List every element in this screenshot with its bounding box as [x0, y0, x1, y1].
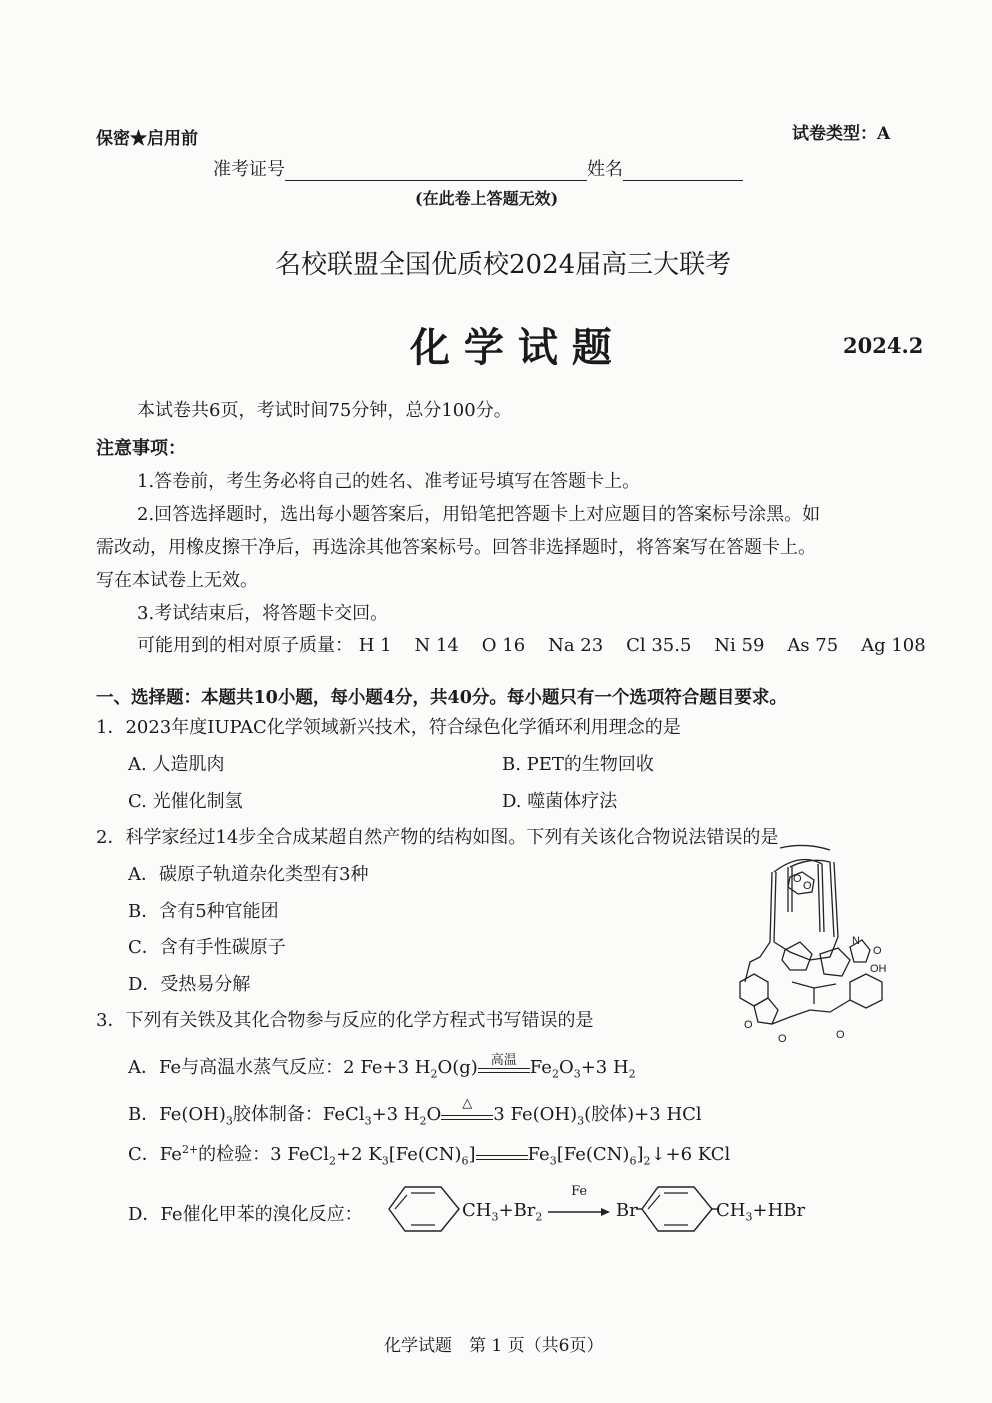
equals-sign-icon [478, 1052, 530, 1073]
notice-item-2-end: 写在本试卷上无效。 [96, 570, 258, 591]
q3-b-label: B．Fe(OH) [128, 1104, 226, 1125]
q3-d-product-methyl: CH [716, 1200, 746, 1221]
notice-item-3: 3.考试结束后，将答题卡交回。 [137, 603, 389, 624]
name-field[interactable] [623, 164, 743, 181]
exam-date: 2024.2 [843, 333, 924, 358]
struct-label-o2: O [803, 880, 812, 892]
q3-c-label: C．Fe [128, 1144, 182, 1165]
question-2-stem: 2．科学家经过14步全合成某超自然产物的结构如图。下列有关该化合物说法错误的是 [96, 827, 779, 848]
q3-d-product-text: $CH_3+HBr$ [716, 1200, 806, 1224]
atomic-mass-label: 可能用到的相对原子质量： [137, 635, 353, 656]
q3-b-condition: △ [462, 1095, 473, 1111]
q1-option-b[interactable]: B. PET的生物回收 [502, 754, 654, 775]
q1-option-c[interactable]: C. 光催化制氢 [128, 791, 243, 812]
q3-d-condition: Fe [571, 1183, 588, 1199]
exam-id-field[interactable] [285, 164, 587, 181]
name-label: 姓名 [587, 159, 623, 180]
exam-id-label: 准考证号 [213, 159, 285, 180]
q3-a-reactants: 2 Fe+3 H [343, 1057, 431, 1078]
struct-label-n: N [852, 935, 860, 947]
exam-id-row [213, 155, 743, 181]
notice-item-2-cont: 需改动，用橡皮擦干净后，再选涂其他答案标号。回答非选择题时，将答案写在答题卡上。 [96, 537, 816, 558]
page-footer: 化学试题 第 1 页（共6页） [384, 1336, 604, 1356]
notice-heading: 注意事项： [96, 438, 186, 459]
atomic-mass-item: Cl 35.5 [626, 635, 692, 656]
q3-a-label: A．Fe与高温水蒸气反应： [128, 1057, 344, 1078]
invalid-note: (在此卷上答题无效) [415, 189, 559, 208]
q1-option-d[interactable]: D. 噬菌体疗法 [502, 791, 618, 812]
q2-option-a[interactable]: A．碳原子轨道杂化类型有3种 [128, 864, 369, 885]
q3-a-condition: 高温 [490, 1052, 517, 1068]
atomic-mass-item: O 16 [481, 635, 526, 656]
q1-option-a[interactable]: A. 人造肌肉 [128, 754, 225, 775]
atomic-mass-item: Ni 59 [714, 635, 765, 656]
struct-label-o1: O [793, 873, 802, 885]
struct-label-o3: O [873, 945, 882, 957]
benzene-ring-icon [636, 1183, 718, 1235]
atomic-mass-item: H 1 [358, 635, 392, 656]
atomic-mass-item: Ag 108 [861, 635, 926, 656]
benzene-ring-icon [385, 1183, 465, 1235]
exam-name: 名校联盟全国优质校2024届高三大联考 [275, 250, 732, 280]
q3-d-label: D．Fe催化甲苯的溴化反应： [128, 1204, 363, 1225]
notice-item-1: 1.答卷前，考生务必将自己的姓名、准考证号填写在答题卡上。 [137, 471, 641, 492]
subject-title: 化 学 试 题 [410, 324, 612, 371]
q3-option-c[interactable]: C．$Fe^{2+}$的检验：3 FeCl$_2$+2 $K_3[Fe(CN)_6]$ $Fe_3[Fe(CN)_6]_2↓+6$ KCl [128, 1143, 731, 1168]
q3-option-a[interactable]: A．Fe与高温水蒸气反应：2 Fe+3 $H_2O(g)$ 高温 $Fe_2O_3+3$ $H_2$ [128, 1053, 636, 1081]
reaction-arrow-icon [548, 1183, 610, 1222]
q3-d-reactant-text: $CH_3+Br_2$ Fe Br [462, 1183, 638, 1224]
molecule-structure-diagram [730, 842, 910, 1052]
equals-sign-icon [476, 1151, 528, 1160]
atomic-mass-row [137, 631, 926, 657]
pen-mark [780, 845, 830, 850]
struct-label-o6: O [836, 1029, 845, 1041]
q3-d-bromo: Br [615, 1200, 638, 1221]
q2-option-b[interactable]: B．含有5种官能团 [128, 901, 279, 922]
intro-text: 本试卷共6页，考试时间75分钟，总分100分。 [137, 400, 512, 421]
struct-label-oh: OH [870, 963, 887, 975]
question-1-stem: 1．2023年度IUPAC化学领域新兴技术，符合绿色化学循环利用理念的是 [96, 717, 681, 738]
q3-c-text: 的检验：3 FeCl [198, 1144, 330, 1165]
equals-sign-icon [441, 1095, 493, 1120]
struct-label-o5: O [778, 1033, 787, 1045]
atomic-mass-item: N 14 [414, 635, 459, 656]
struct-label-o4: O [744, 1019, 753, 1031]
atomic-mass-item: Na 23 [548, 635, 604, 656]
q3-d-methyl: CH [462, 1200, 492, 1221]
atomic-mass-item: As 75 [787, 635, 839, 656]
section-heading: 一、选择题：本题共10小题，每小题4分，共40分。每小题只有一个选项符合题目要求。 [96, 688, 787, 708]
secret-label: 保密★启用前 [96, 129, 198, 149]
q3-b-text: 胶体制备：FeCl [232, 1104, 365, 1125]
paper-type: 试卷类型：A [792, 124, 891, 144]
q2-option-c[interactable]: C．含有手性碳原子 [128, 937, 286, 958]
notice-item-2: 2.回答选择题时，选出每小题答案后，用铅笔把答题卡上对应题目的答案标号涂黑。如 [137, 504, 821, 525]
q3-option-d[interactable] [128, 1200, 363, 1226]
q3-option-b[interactable]: B．$Fe(OH)_3$胶体制备：FeCl$_3$+3 $H_2O$ △ 3 $Fe(OH)_3$(胶体)+3 HCl [128, 1095, 702, 1128]
q2-option-d[interactable]: D．受热易分解 [128, 974, 251, 995]
question-3-stem: 3．下列有关铁及其化合物参与反应的化学方程式书写错误的是 [96, 1010, 594, 1031]
